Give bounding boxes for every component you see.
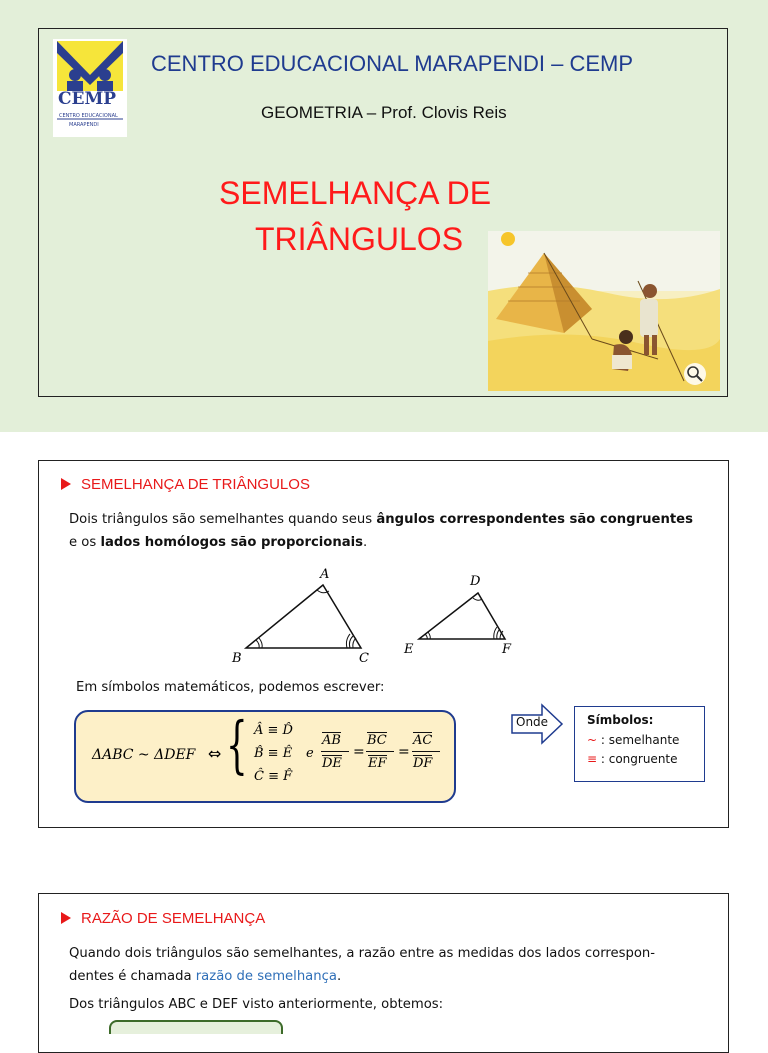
formula-and: e <box>306 746 314 761</box>
triangle-abc <box>246 585 361 648</box>
pyramid-illustration <box>488 231 720 391</box>
vertex-label-c: C <box>359 651 369 666</box>
ratio-3-bar <box>412 751 440 752</box>
section-heading-2: RAZÃO DE SEMELHANÇA <box>81 910 266 927</box>
ratio-definition-line-2 <box>69 969 341 984</box>
slide-1 <box>38 28 728 397</box>
similar-text: : semelhante <box>597 733 680 747</box>
ratio-highlight: razão de semelhança <box>195 969 337 984</box>
congruent-text: : congruente <box>597 752 678 766</box>
definition-text-2a: e os <box>69 535 101 550</box>
cemp-logo <box>53 39 127 137</box>
zoom-icon[interactable] <box>684 363 706 385</box>
ratio-2-numerator: BC <box>367 733 387 748</box>
definition-text-1b: ângulos correspondentes são congruentes <box>376 512 693 527</box>
vertex-label-a: A <box>320 567 330 582</box>
title-line-1: SEMELHANÇA DE <box>219 175 492 211</box>
logo-subtext-1: CENTRO EDUCACIONAL <box>59 113 118 119</box>
ratio-2-bar <box>366 751 394 752</box>
symbols-intro: Em símbolos matemáticos, podemos escrever: <box>76 680 385 695</box>
section-bullet-icon <box>61 478 71 490</box>
ratio-1-numerator: AB <box>322 733 341 748</box>
formula-iff: ⇔ <box>208 744 222 763</box>
vertex-label-b: B <box>232 651 242 666</box>
logo-text: CEMP <box>58 89 117 109</box>
slide-2 <box>38 460 729 828</box>
symbol-similar <box>587 733 679 747</box>
vertex-label-f: F <box>502 642 512 657</box>
section-bullet-icon-2 <box>61 912 71 924</box>
symbols-title: Símbolos: <box>587 713 654 727</box>
congruent-glyph: ≡ <box>587 752 598 766</box>
slide-3 <box>38 893 729 1053</box>
formula-lhs: ΔABC ~ ΔDEF <box>92 747 196 763</box>
symbols-box <box>574 706 705 782</box>
formula-brace: { <box>226 708 248 781</box>
ratio-1-bar <box>321 751 349 752</box>
equals-1: = <box>353 744 365 760</box>
definition-line-2 <box>69 535 367 550</box>
definition-text-1a: Dois triângulos são semelhantes quando seus <box>69 512 377 527</box>
ratio-formula-box-top <box>109 1020 283 1034</box>
equals-2: = <box>398 744 410 760</box>
ratio-text-2c: . <box>336 969 342 984</box>
angle-b-mark-2 <box>256 640 259 648</box>
definition-line-1 <box>69 512 693 527</box>
ratio-text-2a: dentes é chamada <box>69 969 196 984</box>
vertex-label-d: D <box>470 574 481 589</box>
ratio-3-denominator: DF <box>413 756 433 771</box>
school-name: CENTRO EDUCACIONAL MARAPENDI – CEMP <box>151 51 634 76</box>
ratio-derivation-text: Dos triângulos ABC e DEF visto anteriormente, obtemos: <box>69 997 444 1012</box>
formula-row-2: B̂ ≡ Ê <box>254 746 293 761</box>
ratio-3-numerator: AC <box>413 733 433 748</box>
formula-row-1: Â ≡ D̂ <box>254 723 293 738</box>
logo-subtext-2: MARAPENDI <box>69 122 99 128</box>
triangles-figure <box>219 561 539 671</box>
triangle-def <box>419 593 505 639</box>
similar-glyph: ~ <box>587 733 598 747</box>
definition-text-2c: . <box>363 535 368 550</box>
formula-row-3: Ĉ ≡ F̂ <box>254 769 293 784</box>
ratio-2-denominator: EF <box>368 756 387 771</box>
symbol-congruent <box>587 752 678 766</box>
section-heading: SEMELHANÇA DE TRIÂNGULOS <box>81 476 310 493</box>
onde-label: Onde <box>516 715 549 729</box>
formula-box <box>74 710 456 803</box>
angle-e-mark-1 <box>428 632 430 639</box>
ratio-definition-line-1: Quando dois triângulos são semelhantes, a razão entre as medidas dos lados correspon- <box>69 946 656 961</box>
vertex-label-e: E <box>404 642 414 657</box>
course-subtitle: GEOMETRIA – Prof. Clovis Reis <box>261 103 507 122</box>
definition-text-2b: lados homólogos são proporcionais <box>100 535 364 550</box>
ratio-1-denominator: DE <box>322 756 342 771</box>
title-line-2: TRIÂNGULOS <box>255 221 464 257</box>
